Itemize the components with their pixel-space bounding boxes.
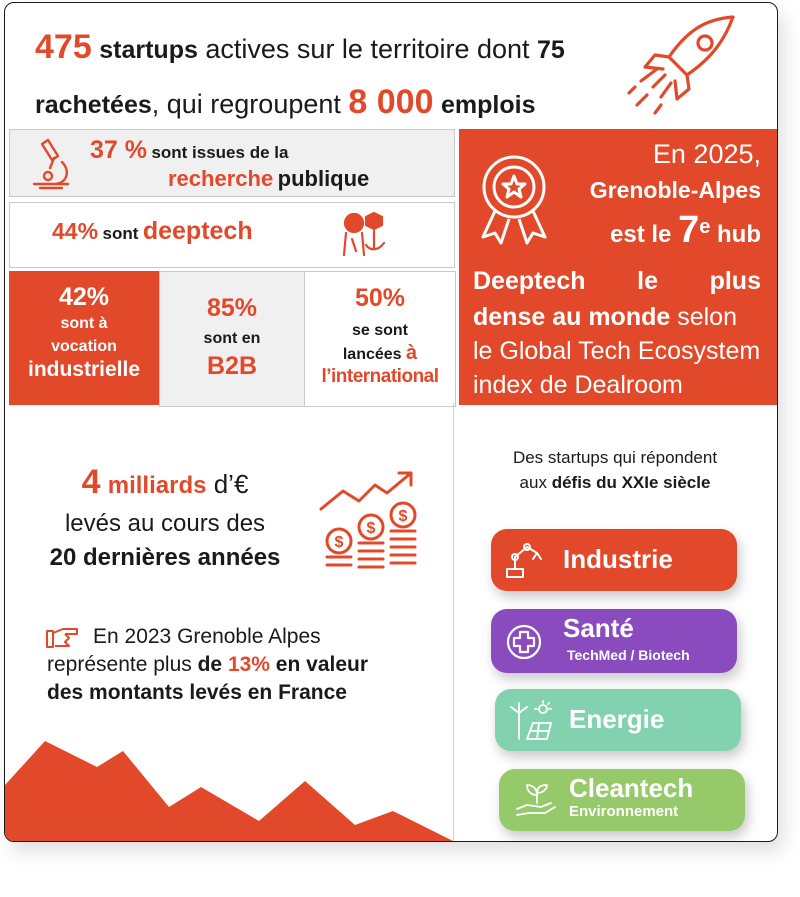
industrial-stat: 42% sont à vocation industrielle xyxy=(9,271,159,405)
challenge-energie[interactable]: Energie xyxy=(495,689,741,751)
challenge-cleantech[interactable]: Cleantech Environnement xyxy=(499,769,745,831)
challenges-intro: Des startups qui répondent aux défis du XXIe siècle xyxy=(512,448,718,492)
svg-text:$: $ xyxy=(366,520,376,537)
headline: 475 startups actives sur le territoire dont 75 rachetées, qui regroupent 8 000 emplois xyxy=(35,28,565,121)
medical-cross-icon xyxy=(505,623,543,661)
column-divider xyxy=(453,403,454,841)
svg-text:$: $ xyxy=(398,508,408,525)
challenge-sante[interactable]: Santé TechMed / Biotech xyxy=(491,609,737,673)
funding-stat: 4 milliards d’€ levés au cours des 20 dernières années xyxy=(49,463,281,571)
microscope-icon xyxy=(28,136,74,190)
growth-coins-icon xyxy=(317,469,425,571)
mountains-decoration xyxy=(5,733,453,841)
wind-solar-icon xyxy=(509,699,553,741)
svg-text:$: $ xyxy=(334,534,344,551)
challenge-industrie[interactable]: Industrie xyxy=(491,529,737,591)
award-ribbon-icon xyxy=(473,151,555,247)
robot-arm-icon xyxy=(503,541,543,579)
funding-share-note: En 2023 Grenoble Alpes représente plus de 13% en valeur des montants levés en France xyxy=(47,625,369,704)
infographic-card xyxy=(4,2,778,842)
international-stat: 50% se sont lancées à l’international xyxy=(304,271,456,407)
research-stat: 37 % sont issues de la recherche publique xyxy=(9,129,455,197)
robot-hand-icon xyxy=(338,209,390,261)
startups-count: 475 xyxy=(35,28,92,66)
hub-ranking-panel: En 2025, Grenoble-Alpes est le 7e hub Deeptech le plus dense au monde selon le Global Tech Ecosystem index de Dealroom xyxy=(459,129,777,405)
jobs-count: 8 000 xyxy=(348,83,434,121)
deeptech-stat: 44% sont deeptech xyxy=(9,202,455,268)
rocket-icon xyxy=(625,9,745,121)
hand-plant-icon xyxy=(515,783,557,819)
b2b-stat: 85% sont en B2B xyxy=(159,271,305,407)
